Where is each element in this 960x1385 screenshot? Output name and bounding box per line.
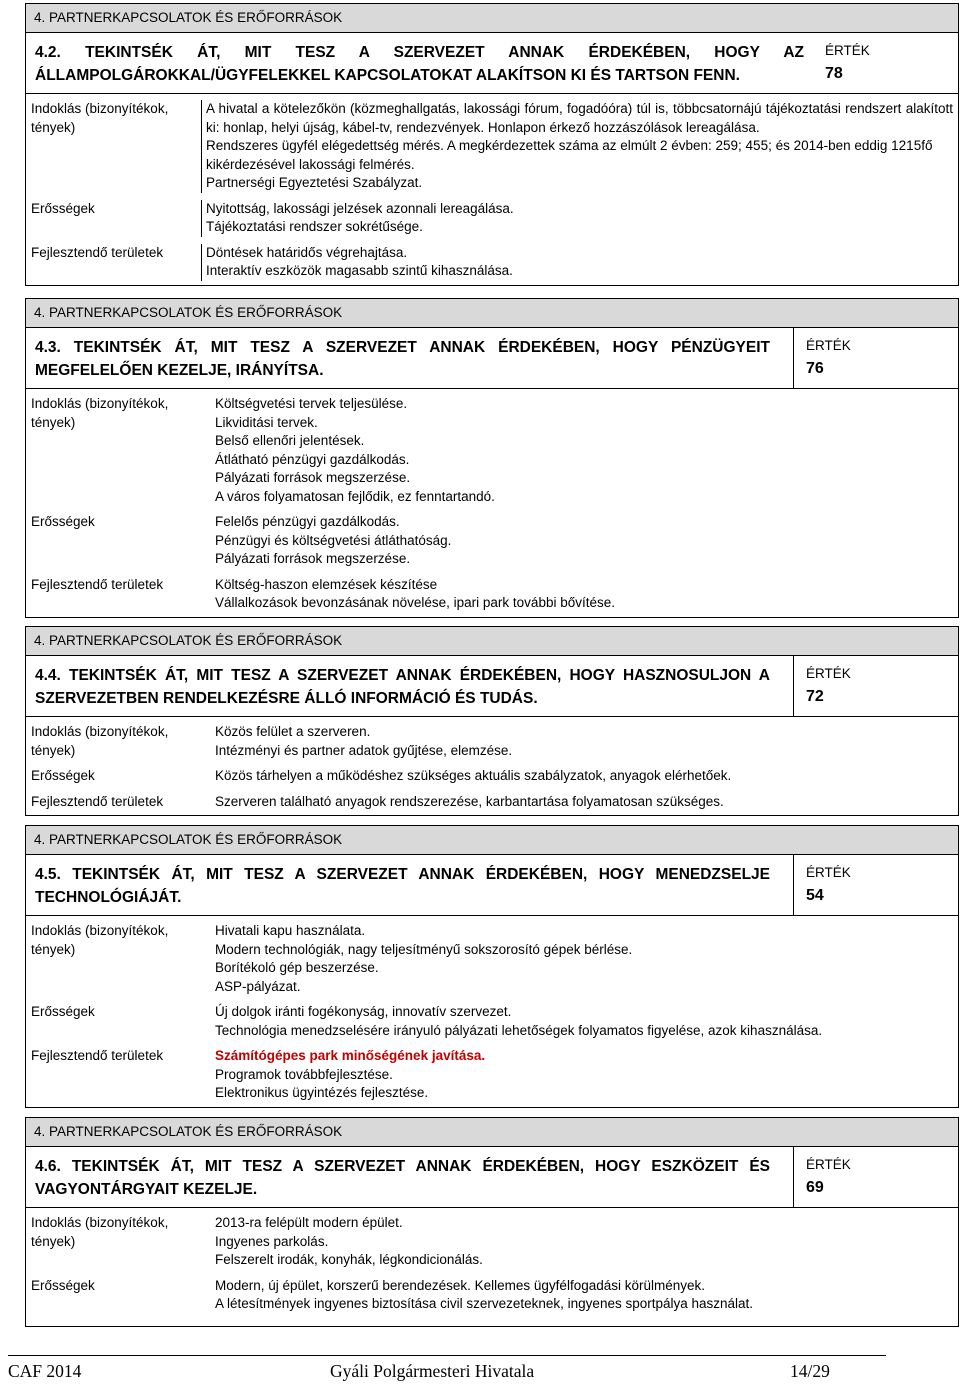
ertek-value: 54 (806, 887, 824, 904)
fejlesztendo-values (201, 244, 958, 281)
list-item: Programok továbbfejlesztése. (215, 1066, 393, 1082)
section-4-2 (25, 3, 959, 286)
category-header: 4. PARTNERKAPCSOLATOK ÉS ERŐFORRÁSOK (26, 826, 958, 855)
list-item: Döntések határidős végrehajtása. (206, 244, 408, 260)
list-item: Elektronikus ügyintézés fejlesztése. (215, 1085, 429, 1100)
indoklas-values (211, 1214, 958, 1270)
list-item: A létesítmények ingyenes biztosítása civil szervezeteknek, ingyenes sportpálya használat. (215, 1296, 754, 1311)
erossegek-row (26, 200, 958, 237)
section-body (26, 389, 958, 617)
question-header (26, 656, 958, 717)
list-item: Pénzügyi és költségvetési átláthatóság. (215, 532, 452, 548)
list-item: Modern, új épület, korszerű berendezések. Kellemes ügyfélfogadási körülmények. (215, 1277, 706, 1293)
indoklas-row (26, 922, 958, 996)
indoklas-label: Indoklás (bizonyítékok, tények) (31, 923, 169, 957)
list-item: Szerveren található anyagok rendszerezése, karbantartása folyamatosan szükséges. (215, 793, 724, 809)
list-item: Rendszeres ügyfél elégedettség mérés. A megkérdezettek száma az elmúlt 2 évben: 259; 455; és 2014-ben eddig 1215fő kikérdezésével lakossági felmérés. (206, 138, 933, 172)
erossegek-values (211, 1277, 958, 1314)
title-line-2: MEGFELELŐEN KEZELJE, IRÁNYÍTSA. (35, 362, 324, 379)
list-item: Ingyenes parkolás. (215, 1233, 329, 1249)
indoklas-row (26, 395, 958, 506)
ertek-box (793, 328, 959, 388)
section-4-5 (25, 825, 959, 1108)
list-item: Borítékoló gép beszerzése. (215, 960, 379, 975)
title-line-1: 4.2. TEKINTSÉK ÁT, MIT TESZ A SZERVEZET ANNAK ÉRDEKÉBEN, HOGY AZ (35, 44, 804, 61)
fejlesztendo-label: Fejlesztendő területek (31, 576, 164, 592)
section-4-4 (25, 626, 959, 816)
list-item: Közös felület a szerveren. (215, 724, 371, 739)
erossegek-label: Erősségek (31, 514, 95, 529)
ertek-label: ÉRTÉK (806, 865, 851, 880)
title-line-2: TECHNOLÓGIÁJÁT. (35, 889, 182, 906)
question-header (26, 855, 958, 916)
fejlesztendo-row (26, 576, 958, 613)
list-item: Pályázati források megszerzése. (215, 551, 411, 566)
question-header (26, 328, 958, 389)
ertek-label: ÉRTÉK (806, 338, 851, 353)
question-title (26, 656, 778, 716)
list-item: Költségvetési tervek teljesülése. (215, 396, 408, 411)
fejlesztendo-row (26, 1047, 958, 1103)
indoklas-row (26, 1214, 958, 1270)
list-item: A város folyamatosan fejlődik, ez fenntartandó. (215, 488, 495, 504)
list-item: Költség-haszon elemzések készítése (215, 576, 438, 592)
category-header: 4. PARTNERKAPCSOLATOK ÉS ERŐFORRÁSOK (26, 1118, 958, 1147)
list-item: Átlátható pénzügyi gazdálkodás. (215, 451, 410, 467)
erossegek-row (26, 1277, 958, 1314)
erossegek-label: Erősségek (31, 200, 95, 216)
indoklas-row (26, 100, 958, 193)
footer-page-number: 14/29 (790, 1361, 830, 1381)
erossegek-row (26, 767, 958, 786)
footer-center: Gyáli Polgármesteri Hivatala (330, 1361, 535, 1381)
erossegek-label: Erősségek (31, 1004, 95, 1019)
list-item: Intézményi és partner adatok gyűjtése, elemzése. (215, 742, 513, 758)
erossegek-label: Erősségek (31, 768, 95, 783)
ertek-box (793, 855, 959, 915)
title-line-1: 4.4. TEKINTSÉK ÁT, MIT TESZ A SZERVEZET ANNAK ÉRDEKÉBEN, HOGY HASZNOSULJON A (35, 667, 770, 684)
question-title (26, 328, 778, 388)
erossegek-values (211, 513, 958, 569)
category-header: 4. PARTNERKAPCSOLATOK ÉS ERŐFORRÁSOK (26, 627, 958, 656)
indoklas-values (211, 922, 958, 996)
indoklas-row (26, 723, 958, 760)
highlight-item: Számítógépes park minőségének javítása. (215, 1048, 486, 1063)
fejlesztendo-label: Fejlesztendő területek (31, 793, 164, 809)
ertek-box (813, 33, 960, 93)
indoklas-label: Indoklás (bizonyítékok, tények) (31, 396, 169, 430)
fejlesztendo-values (211, 793, 958, 812)
list-item: A hivatal a kötelezőkön (közmeghallgatás, lakossági fórum, fogadóóra) túl is, többcsatornájú tájékoztatási rendszert alakított ki: honlap, helyi újság, kábel-tv, rendezvények. Honlapon érkező hozzászólások lereagálása. (206, 101, 953, 135)
category-header: 4. PARTNERKAPCSOLATOK ÉS ERŐFORRÁSOK (26, 299, 958, 328)
indoklas-label: Indoklás (bizonyítékok, tények) (31, 724, 169, 758)
erossegek-values (211, 1003, 958, 1040)
title-line-2: SZERVEZETBEN RENDELKEZÉSRE ÁLLÓ INFORMÁCIÓ ÉS TUDÁS. (35, 690, 538, 707)
erossegek-values (211, 767, 958, 786)
list-item: Nyitottság, lakossági jelzések azonnali lereagálása. (206, 200, 514, 216)
ertek-box (793, 1147, 959, 1207)
list-item: Technológia menedzselésére irányuló pályázati lehetőségek folyamatos figyelése, azok kihasználása. (215, 1022, 823, 1038)
fejlesztendo-label: Fejlesztendő területek (31, 244, 164, 260)
indoklas-label: Indoklás (bizonyítékok, tények) (31, 1215, 169, 1249)
title-line-1: 4.3. TEKINTSÉK ÁT, MIT TESZ A SZERVEZET ANNAK ÉRDEKÉBEN, HOGY PÉNZÜGYEIT (35, 339, 770, 356)
ertek-value: 69 (806, 1179, 824, 1196)
footer-divider (8, 1355, 886, 1356)
indoklas-label: Indoklás (bizonyítékok, tények) (31, 101, 169, 135)
section-body (26, 916, 958, 1107)
page-footer (0, 1355, 960, 1385)
question-title (26, 33, 812, 93)
erossegek-row (26, 1003, 958, 1040)
list-item: Felszerelt irodák, konyhák, légkondicionálás. (215, 1252, 483, 1267)
ertek-box (793, 656, 959, 716)
indoklas-values (201, 100, 958, 193)
question-header (26, 1147, 958, 1208)
fejlesztendo-row (26, 793, 958, 812)
list-item: Pályázati források megszerzése. (215, 470, 411, 485)
indoklas-values (211, 723, 958, 760)
list-item: Interaktív eszközök magasabb szintű kihasználása. (206, 263, 513, 278)
list-item: Hivatali kapu használata. (215, 923, 366, 938)
question-header (26, 33, 958, 94)
list-item: Vállalkozások bevonzásának növelése, ipari park további bővítése. (215, 595, 615, 610)
fejlesztendo-row (26, 244, 958, 281)
section-body (26, 1208, 958, 1326)
category-header: 4. PARTNERKAPCSOLATOK ÉS ERŐFORRÁSOK (26, 4, 958, 33)
list-item: Közös tárhelyen a működéshez szükséges aktuális szabályzatok, anyagok elérhetőek. (215, 768, 732, 783)
section-4-3 (25, 298, 959, 618)
list-item: 2013-ra felépült modern épület. (215, 1215, 403, 1230)
list-item: Likviditási tervek. (215, 414, 318, 430)
title-line-1: 4.5. TEKINTSÉK ÁT, MIT TESZ A SZERVEZET ANNAK ÉRDEKÉBEN, HOGY MENEDZSELJE (35, 866, 770, 883)
indoklas-values (211, 395, 958, 506)
ertek-value: 76 (806, 360, 824, 377)
title-line-2: ÁLLAMPOLGÁROKKAL/ÜGYFELEKKEL KAPCSOLATOKAT ALAKÍTSON KI ÉS TARTSON FENN. (35, 67, 740, 84)
erossegek-values (201, 200, 958, 237)
list-item: ASP-pályázat. (215, 978, 301, 994)
list-item: Belső ellenőri jelentések. (215, 433, 365, 448)
ertek-label: ÉRTÉK (825, 43, 870, 58)
title-line-2: VAGYONTÁRGYAIT KEZELJE. (35, 1181, 258, 1198)
fejlesztendo-values (211, 576, 958, 613)
ertek-value: 72 (806, 688, 824, 705)
list-item: Új dolgok iránti fogékonyság, innovatív szervezet. (215, 1004, 512, 1019)
list-item: Partnerségi Egyeztetési Szabályzat. (206, 175, 423, 190)
ertek-label: ÉRTÉK (806, 666, 851, 681)
list-item: Felelős pénzügyi gazdálkodás. (215, 514, 400, 529)
section-body (26, 717, 958, 815)
ertek-value: 78 (825, 65, 843, 82)
footer-left: CAF 2014 (8, 1361, 82, 1381)
ertek-label: ÉRTÉK (806, 1157, 851, 1172)
title-line-1: 4.6. TEKINTSÉK ÁT, MIT TESZ A SZERVEZET ANNAK ÉRDEKÉBEN, HOGY ESZKÖZEIT ÉS (35, 1158, 770, 1175)
erossegek-row (26, 513, 958, 569)
list-item: Modern technológiák, nagy teljesítményű sokszorosító gépek bérlése. (215, 941, 633, 957)
section-body (26, 94, 958, 285)
fejlesztendo-values (211, 1047, 958, 1103)
section-4-6 (25, 1117, 959, 1327)
fejlesztendo-label: Fejlesztendő területek (31, 1048, 164, 1063)
erossegek-label: Erősségek (31, 1277, 95, 1293)
question-title (26, 1147, 778, 1207)
list-item: Tájékoztatási rendszer sokrétűsége. (206, 219, 423, 234)
question-title (26, 855, 778, 915)
